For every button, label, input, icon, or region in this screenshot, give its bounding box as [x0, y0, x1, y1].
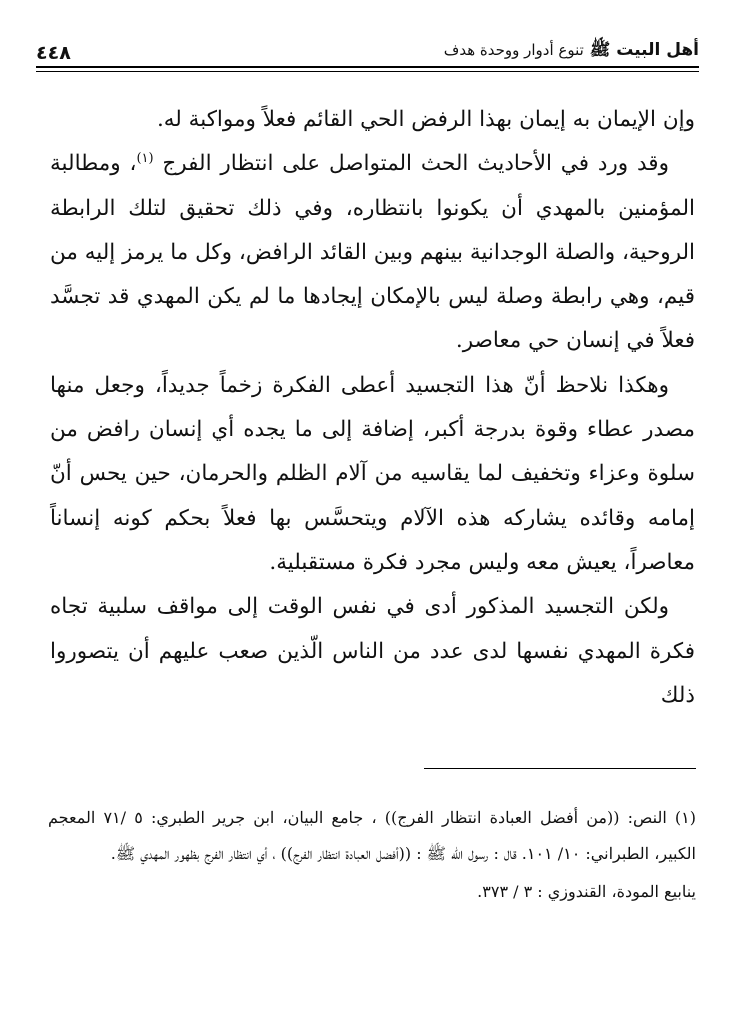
paragraph-1: وإن الإيمان به إيمان بهذا الرفض الحي القائم فعلاً ومواكبة له.	[156, 107, 695, 132]
page-number: ٤٤٨	[36, 42, 71, 64]
book-title: أهل البيت ﷺ	[589, 40, 699, 60]
header-rule-thick	[36, 66, 699, 68]
paragraph-2	[50, 142, 695, 363]
header-title-block	[444, 39, 699, 64]
paragraph-2-rest: ، ومطالبة المؤمنين بالمهدي أن يكونوا بانتظاره، وفي ذلك تحقيق لتلك الرابطة الروحية، والصلة الوجدانية بينهم وبين القائد الرافض، وكل ما يرمز إليه من قيم، وهي رابطة وصلة ليس بالإمكان إيجادها ما لم يكن المهدي قد تجسَّد فعلاً في إنسان حي معاصر.	[50, 151, 695, 354]
paragraph-3: وهكذا نلاحظ أنّ هذا التجسيد أعطى الفكرة زخماً جديداً، وجعل منها مصدر عطاء وقوة بدرجة أكبر، إضافة إلى ما يجده أي إنسان رافض من سلوة وعزاء وتخفيف لما يقاسيه من آلام الظلم والحرمان، حين يحس أنّ إمامه وقائده يشاركه هذه الآلام ويتحسَّس بها فعلاً بحكم كونه إنساناً معاصراً، يعيش معه وليس مجرد فكرة مستقبلية.	[50, 372, 695, 575]
footnote-1-source: ينابيع المودة، القندوزي : ٣ / ٣٧٣.	[477, 882, 696, 901]
main-text	[50, 98, 695, 718]
running-header	[36, 34, 699, 64]
footnote-separator	[424, 768, 696, 769]
book-subtitle: تنوع أدوار ووحدة هدف	[443, 41, 584, 59]
paragraph-2-start: وقد ورد في الأحاديث الحث المتواصل على انتظار الفرج	[162, 151, 669, 177]
footnote-1: (١) النص: ((من أفضل العبادة انتظار الفرج)) ، جامع البيان، ابن جرير الطبري: ٥ /٧١ المعجم الكبير، الطبراني: ١٠/ ١٠١. قال : رسول الله ﷺ : ((أفضل العبادة انتظار الفرج)) ، أي انتظار الفرج بظهور المهدي ﷺ.	[48, 808, 697, 863]
footnotes	[48, 800, 696, 910]
header-rule-thin	[36, 71, 699, 72]
footnote-reference[interactable]: (١)	[136, 151, 154, 167]
paragraph-4: ولكن التجسيد المذكور أدى في نفس الوقت إلى مواقف سلبية تجاه فكرة المهدي نفسها لدى عدد من الناس الّذين صعب عليهم أن يتصوروا ذلك	[50, 594, 695, 708]
